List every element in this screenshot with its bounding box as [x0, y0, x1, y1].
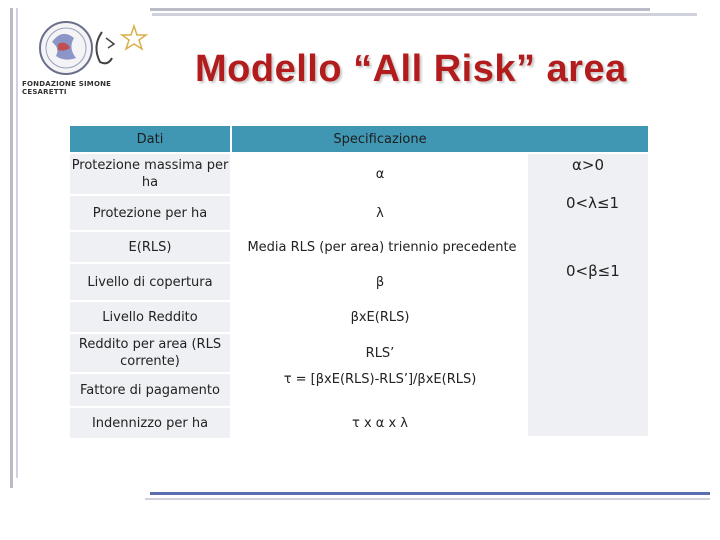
table-row-value: τ = [βxE(RLS)-RLS’]/βxE(RLS): [232, 364, 528, 394]
conditions-header-bg: [528, 126, 648, 152]
table-row-label: Reddito per area (RLS corrente): [70, 334, 230, 372]
table-row-value: λ: [232, 196, 528, 230]
table-row-value: α: [232, 154, 528, 194]
logo-caption: FONDAZIONE SIMONE CESARETTI: [22, 80, 112, 96]
header-specificazione: Specificazione: [232, 126, 528, 152]
header-dati: Dati: [70, 126, 230, 152]
slide-title: Modello “All Risk” area: [195, 48, 627, 90]
table-row-label: Protezione per ha: [70, 196, 230, 230]
frame-top-line-2: [152, 13, 697, 16]
table-row-value: βxE(RLS): [232, 302, 528, 332]
table-row-label: Livello di copertura: [70, 264, 230, 300]
frame-top-line: [150, 8, 650, 11]
table-row-label: Protezione massima per ha: [70, 154, 230, 194]
frame-bottom-line: [150, 492, 710, 495]
table-row-label: Fattore di pagamento: [70, 374, 230, 406]
condition-alpha: α>0: [572, 156, 604, 174]
star-outline-icon: [122, 26, 146, 49]
table-row-label: Livello Reddito: [70, 302, 230, 332]
table-row-label: E(RLS): [70, 232, 230, 262]
frame-left-line-2: [16, 8, 18, 478]
table-row-value: RLS’: [232, 334, 528, 372]
table-row-value: τ x α x λ: [232, 408, 528, 438]
condition-lambda: 0<λ≤1: [566, 194, 620, 212]
condition-beta: 0<β≤1: [566, 262, 620, 280]
frame-left-line: [10, 8, 13, 488]
table-row-label: Indennizzo per ha: [70, 408, 230, 438]
table-row-value: Media RLS (per area) triennio precedente: [232, 232, 532, 262]
table-row-value: β: [232, 264, 528, 300]
frame-bottom-line-2: [145, 498, 710, 500]
